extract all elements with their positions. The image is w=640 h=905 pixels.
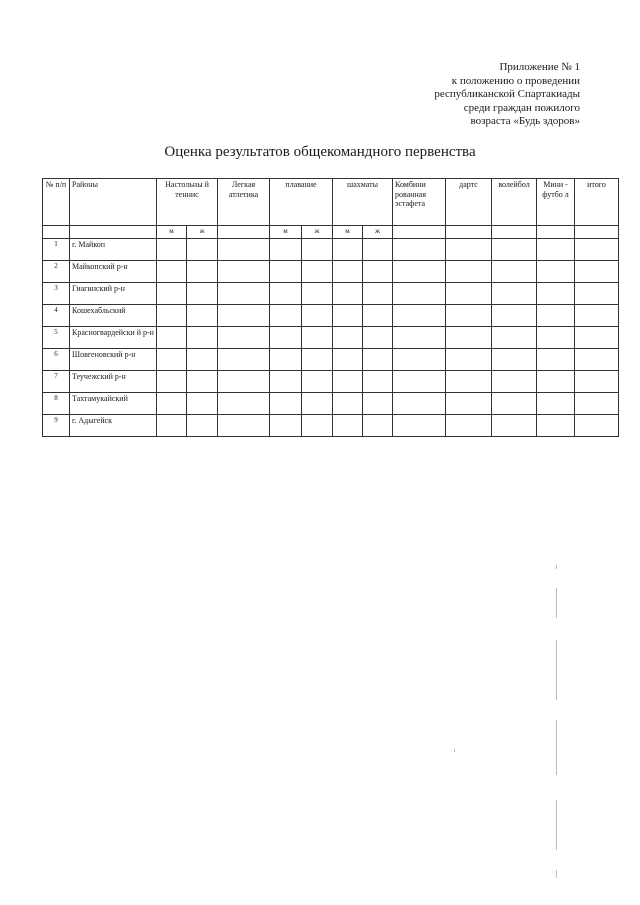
row-number: 4	[43, 304, 70, 326]
table-row	[43, 304, 619, 326]
row-number: 7	[43, 370, 70, 392]
scan-artifact	[556, 588, 557, 618]
sub-male: м	[157, 226, 187, 239]
table-row	[43, 370, 619, 392]
appendix-line: республиканской Спартакиады	[434, 88, 580, 100]
sub-male: м	[333, 226, 363, 239]
appendix-block	[360, 61, 580, 129]
sub-female: ж	[302, 226, 333, 239]
appendix-line: возраста «Будь здоров»	[470, 115, 580, 127]
appendix-line: среди граждан пожилого	[463, 101, 580, 114]
gender-subheader-row	[43, 226, 619, 239]
col-volleyball-header: волейбол	[492, 179, 537, 226]
appendix-line: Приложение № 1	[499, 61, 580, 73]
row-district: Красногвардейски й р-н	[70, 326, 157, 348]
col-darts-header: дартс	[446, 179, 492, 226]
row-number: 5	[43, 326, 70, 348]
table-row	[43, 414, 619, 436]
sub-female: ж	[187, 226, 218, 239]
row-number: 6	[43, 348, 70, 370]
row-district: г. Майкоп	[70, 238, 157, 260]
row-district: Шовгеновский р-н	[70, 348, 157, 370]
col-swimming-header: плавание	[270, 179, 333, 226]
row-number: 9	[43, 414, 70, 436]
table-row	[43, 392, 619, 414]
table-row	[43, 260, 619, 282]
row-district: Теучежский р-н	[70, 370, 157, 392]
appendix-line: к положению о проведении	[451, 74, 580, 87]
sub-female: ж	[363, 226, 393, 239]
row-district: г. Адыгейск	[70, 414, 157, 436]
results-table	[42, 178, 619, 437]
col-athletics-header: Легкая атлетика	[218, 179, 270, 226]
col-minifootball-header: Мини - футбо л	[537, 179, 575, 226]
row-district: Гиагинский р-н	[70, 282, 157, 304]
col-district-header: Районы	[70, 179, 157, 226]
table-row	[43, 348, 619, 370]
col-chess-header: шахматы	[333, 179, 393, 226]
scan-artifact	[556, 640, 557, 700]
table-row	[43, 326, 619, 348]
row-number: 2	[43, 260, 70, 282]
table-row	[43, 238, 619, 260]
scan-artifact	[556, 565, 557, 569]
header-row	[43, 179, 619, 226]
scan-artifact	[556, 800, 557, 850]
row-district: Майкопский р-н	[70, 260, 157, 282]
col-tabletennis-header: Настольны й теннис	[157, 179, 218, 226]
row-district: Кошехабльский	[70, 304, 157, 326]
scan-artifact	[556, 870, 557, 878]
scan-artifact	[556, 720, 557, 775]
row-number: 8	[43, 392, 70, 414]
row-number: 3	[43, 282, 70, 304]
table-row	[43, 282, 619, 304]
row-number: 1	[43, 238, 70, 260]
col-total-header: итого	[575, 179, 619, 226]
row-district: Тахтамукайский	[70, 392, 157, 414]
document-title: Оценка результатов общекомандного первенства	[164, 144, 476, 160]
sub-male: м	[270, 226, 302, 239]
col-relay-header: Комбини рованная эстафета	[393, 179, 446, 226]
col-num-header: № п/п	[43, 179, 70, 226]
scan-artifact	[454, 749, 455, 752]
